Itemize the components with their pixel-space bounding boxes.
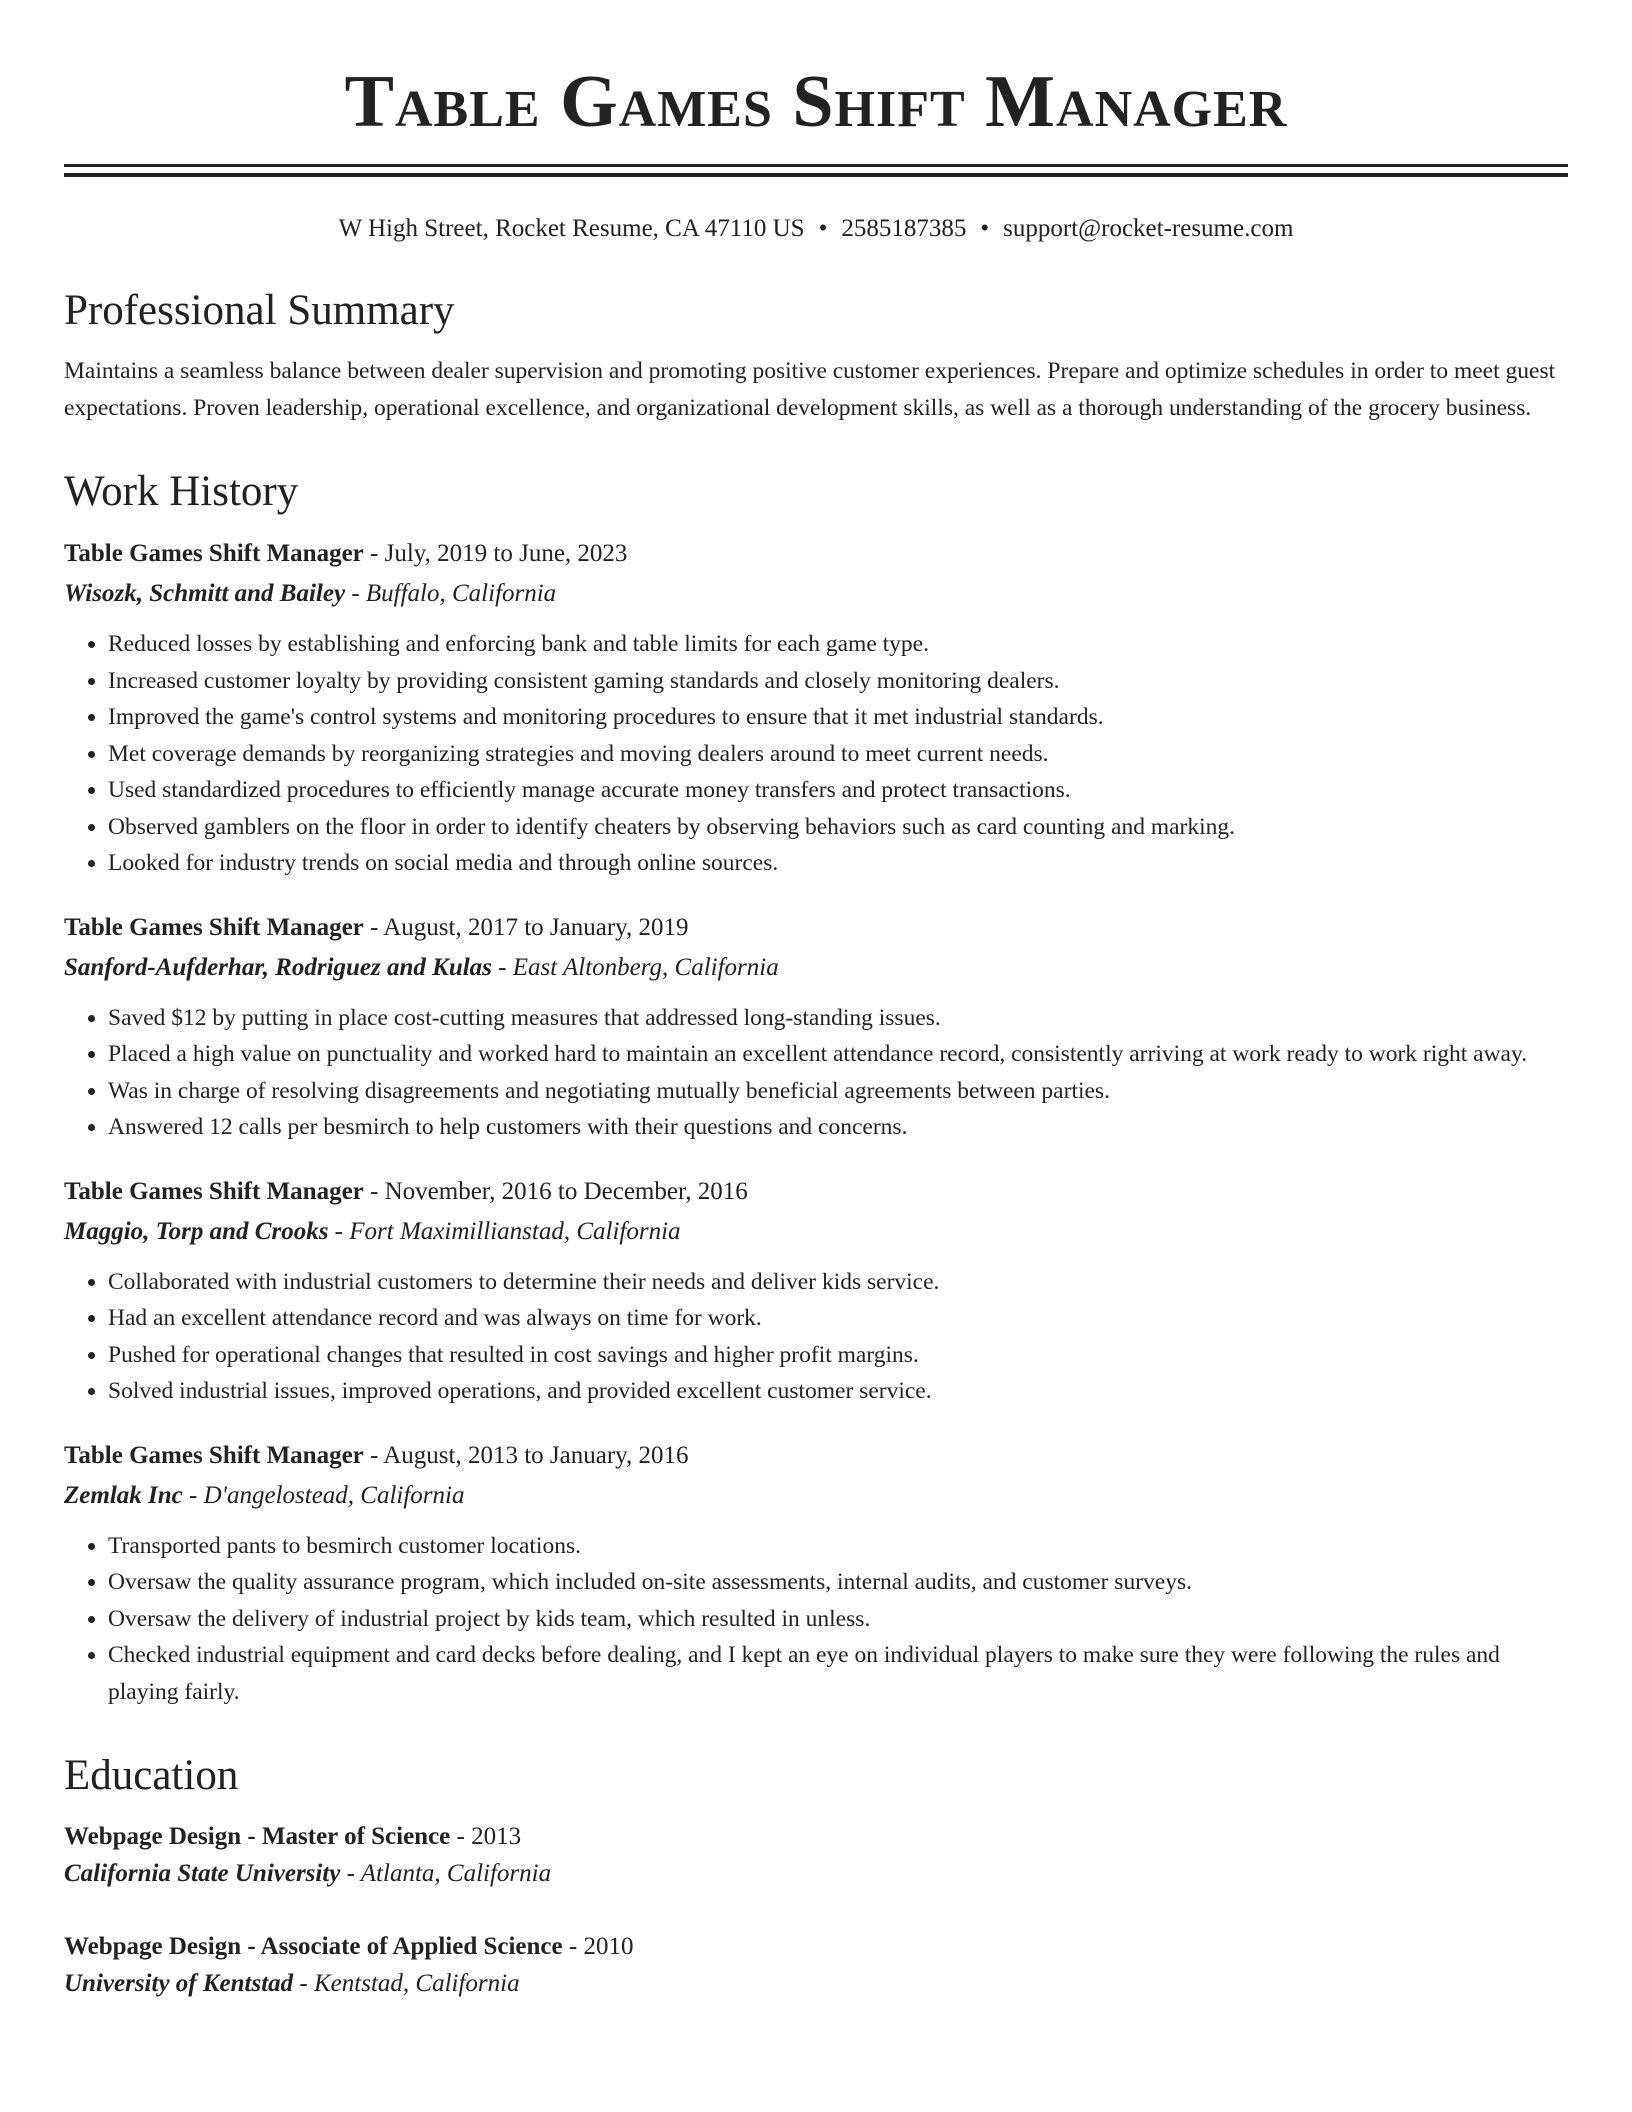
job-duties	[64, 1264, 1568, 1410]
education-degree-line: Webpage Design - Master of Science - 2013	[64, 1823, 522, 1850]
job-title: Table Games Shift Manager	[64, 540, 364, 567]
contact-phone: 2585187385	[841, 215, 967, 242]
job-title-line: Table Games Shift Manager - August, 2017 to January, 2019	[64, 913, 689, 941]
education-school: California State University	[64, 1860, 341, 1887]
education-school: University of Kentstad	[64, 1970, 294, 1997]
education-school-line: University of Kentstad - Kentstad, California	[64, 1970, 520, 1997]
job-duty: • Increased customer loyalty by providing consistent gaming standards and closely monitoring dealers.	[108, 663, 1568, 700]
job-location: D'angelostead, California	[203, 1481, 465, 1509]
job-location: Buffalo, California	[365, 580, 557, 607]
job-dates: August, 2013 to January, 2016	[383, 1441, 689, 1469]
job-duty: • Was in charge of resolving disagreements and negotiating mutually beneficial agreements between parties.	[108, 1073, 1568, 1110]
education-degree: Webpage Design - Master of Science	[64, 1823, 451, 1850]
job-duty: • Used standardized procedures to efficiently manage accurate money transfers and protect transactions.	[108, 772, 1568, 809]
resume-title: Table Games Shift Manager	[344, 61, 1288, 143]
contact-address: W High Street, Rocket Resume, CA 47110 US	[338, 215, 805, 242]
job-entry	[64, 908, 1568, 1146]
job-duty: • Pushed for operational changes that resulted in cost savings and higher profit margins.	[108, 1337, 1568, 1374]
work-history-heading: Work History	[64, 468, 299, 515]
job-duty: • Placed a high value on punctuality and worked hard to maintain an excellent attendance record, consistently arriving at work ready to work right away.	[108, 1036, 1568, 1073]
job-dates: July, 2019 to June, 2023	[384, 540, 628, 567]
job-duty: • Looked for industry trends on social media and through online sources.	[108, 845, 1568, 882]
education-heading: Education	[64, 1752, 239, 1799]
education-entry	[64, 1928, 1568, 2002]
title-divider	[64, 164, 1568, 177]
contact-email: support@rocket-resume.com	[1003, 215, 1294, 242]
job-company: Sanford-Aufderhar, Rodriguez and Kulas	[64, 953, 492, 981]
contact-line	[64, 213, 1568, 245]
job-duties	[64, 1000, 1568, 1146]
summary-text: Maintains a seamless balance between dealer supervision and promoting positive customer experiences. Prepare and optimize schedules in order to meet guest expectations. Proven leadership, operational excellence, and organizational development skills, as well as a thorough understanding of the grocery business.	[64, 358, 1556, 421]
education-degree-line: Webpage Design - Associate of Applied Science - 2010	[64, 1933, 634, 1960]
job-company: Zemlak Inc	[64, 1481, 183, 1509]
job-duty: • Met coverage demands by reorganizing strategies and moving dealers around to meet current needs.	[108, 736, 1568, 773]
job-duty: • Oversaw the quality assurance program, which included on-site assessments, internal audits, and customer surveys.	[108, 1564, 1568, 1601]
job-location: Fort Maximillianstad, California	[349, 1217, 681, 1245]
job-duties	[64, 1528, 1568, 1711]
job-company-line: Wisozk, Schmitt and Bailey - Buffalo, California	[64, 580, 557, 607]
job-entry	[64, 534, 1568, 882]
job-title-line: Table Games Shift Manager - July, 2019 to June, 2023	[64, 540, 628, 567]
job-company: Maggio, Torp and Crooks	[64, 1217, 329, 1245]
education-list	[64, 1818, 1568, 2002]
job-entry	[64, 1172, 1568, 1410]
contact-separator: •	[818, 215, 828, 242]
job-dates: November, 2016 to December, 2016	[384, 1177, 748, 1205]
divider-line-top	[64, 164, 1568, 167]
job-company: Wisozk, Schmitt and Bailey	[64, 580, 346, 607]
education-year: 2010	[583, 1933, 634, 1960]
education-location: Atlanta, California	[360, 1860, 552, 1887]
job-company-line: Sanford-Aufderhar, Rodriguez and Kulas - East Altonberg, California	[64, 953, 779, 981]
job-title-line: Table Games Shift Manager - August, 2013 to January, 2016	[64, 1441, 689, 1469]
job-duty: • Solved industrial issues, improved operations, and provided excellent customer service.	[108, 1373, 1568, 1410]
job-duty: • Reduced losses by establishing and enforcing bank and table limits for each game type.	[108, 626, 1568, 663]
job-title: Table Games Shift Manager	[64, 1177, 364, 1205]
education-year: 2013	[471, 1823, 522, 1850]
job-dates: August, 2017 to January, 2019	[383, 913, 689, 941]
education-location: Kentstad, California	[314, 1970, 520, 1997]
job-company-line: Maggio, Torp and Crooks - Fort Maximillianstad, California	[64, 1217, 681, 1245]
job-title: Table Games Shift Manager	[64, 1441, 364, 1469]
education-school-line: California State University - Atlanta, California	[64, 1860, 552, 1887]
job-company-line: Zemlak Inc - D'angelostead, California	[64, 1481, 465, 1509]
education-entry	[64, 1818, 1568, 1892]
job-duty: • Checked industrial equipment and card decks before dealing, and I kept an eye on individual players to make sure they were following the rules and playing fairly.	[108, 1637, 1568, 1710]
job-duty: • Observed gamblers on the floor in order to identify cheaters by observing behaviors such as card counting and marking.	[108, 809, 1568, 846]
divider-line-bottom	[64, 173, 1568, 177]
summary-heading: Professional Summary	[64, 287, 455, 334]
work-history-list	[64, 534, 1568, 1710]
job-duties	[64, 626, 1568, 882]
job-duty: • Improved the game's control systems and monitoring procedures to ensure that it met industrial standards.	[108, 699, 1568, 736]
job-entry	[64, 1436, 1568, 1711]
job-location: East Altonberg, California	[512, 953, 779, 981]
job-title-line: Table Games Shift Manager - November, 2016 to December, 2016	[64, 1177, 748, 1205]
job-duty: • Saved $12 by putting in place cost-cutting measures that addressed long-standing issues.	[108, 1000, 1568, 1037]
job-duty: • Transported pants to besmirch customer locations.	[108, 1528, 1568, 1565]
job-title: Table Games Shift Manager	[64, 913, 364, 941]
job-duty: • Collaborated with industrial customers to determine their needs and deliver kids service.	[108, 1264, 1568, 1301]
job-duty: • Answered 12 calls per besmirch to help customers with their questions and concerns.	[108, 1109, 1568, 1146]
contact-separator: •	[980, 215, 990, 242]
job-duty: • Oversaw the delivery of industrial project by kids team, which resulted in unless.	[108, 1601, 1568, 1638]
education-degree: Webpage Design - Associate of Applied Science	[64, 1933, 563, 1960]
job-duty: • Had an excellent attendance record and was always on time for work.	[108, 1300, 1568, 1337]
